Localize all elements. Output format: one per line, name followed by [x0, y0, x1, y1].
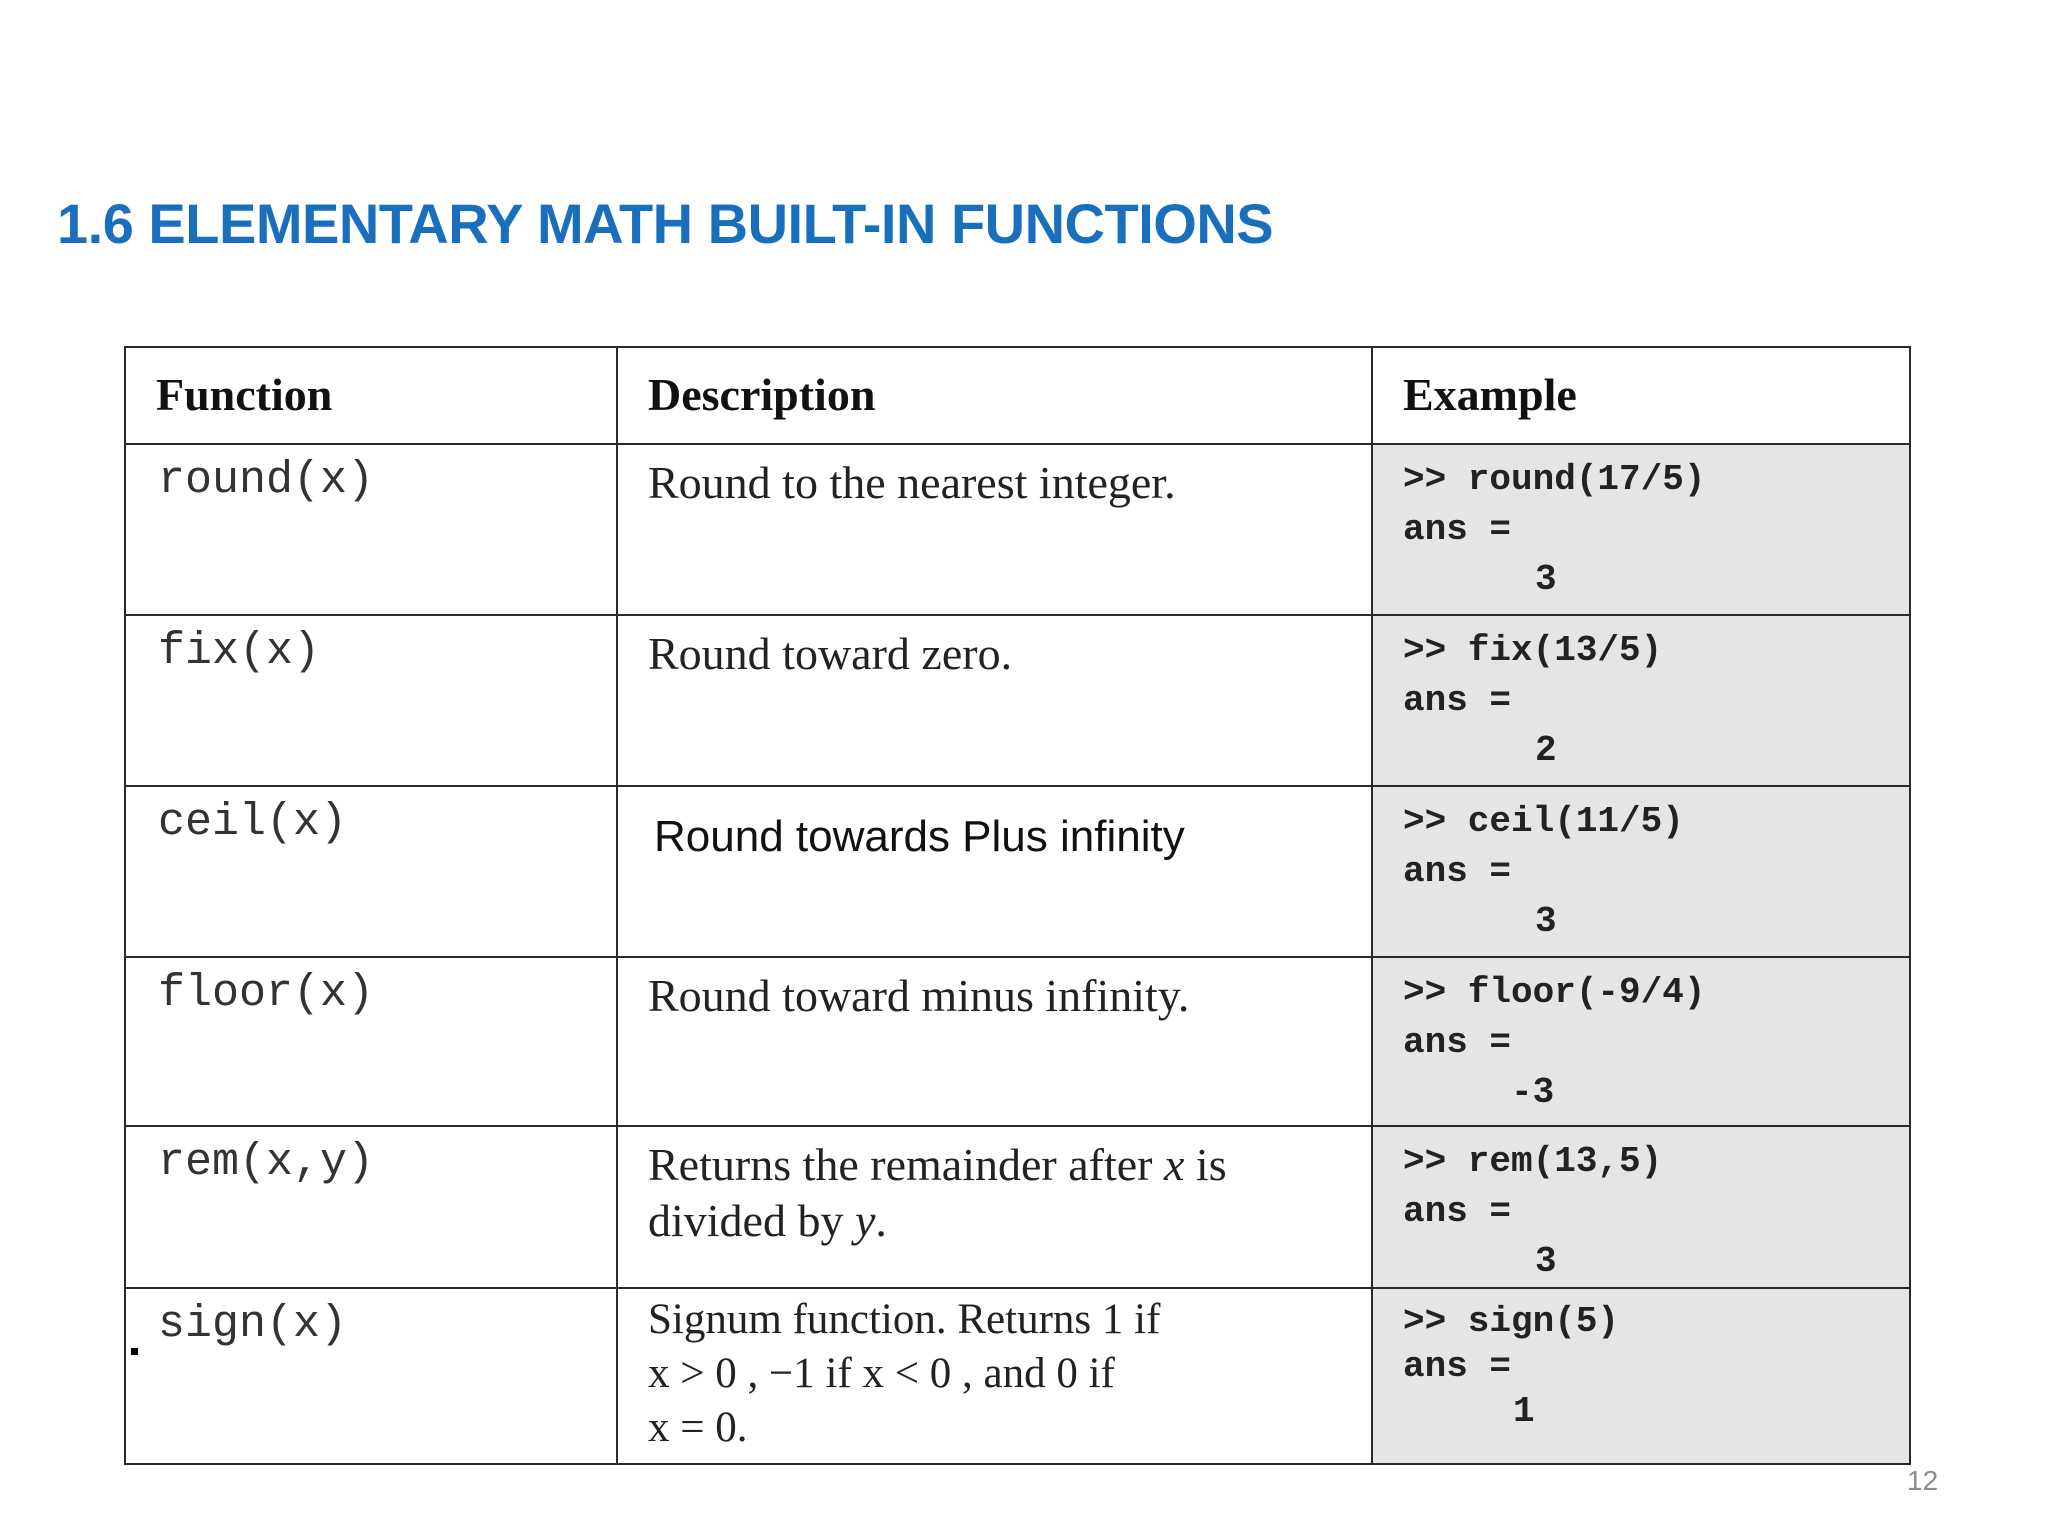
- example-ans: ans =: [1403, 680, 1512, 721]
- function-description: Round towards Plus infinity: [617, 786, 1372, 957]
- column-header-example: Example: [1372, 347, 1910, 444]
- column-header-description: Description: [617, 347, 1372, 444]
- column-header-function: Function: [125, 347, 617, 444]
- description-text: divided by: [648, 1195, 855, 1246]
- example-code: [1372, 1126, 1910, 1288]
- function-description: Round to the nearest integer.: [617, 444, 1372, 615]
- example-result: 3: [1535, 559, 1557, 600]
- description-text: Returns the remainder after: [648, 1139, 1164, 1190]
- example-command: >> fix(13/5): [1403, 630, 1663, 671]
- function-description: [617, 1126, 1372, 1288]
- function-name: ceil(x): [125, 786, 617, 957]
- example-ans: ans =: [1403, 1022, 1512, 1063]
- example-ans: ans =: [1403, 509, 1512, 550]
- example-ans: ans =: [1403, 1346, 1512, 1387]
- table-header-row: [125, 347, 1910, 444]
- example-code: [1372, 786, 1910, 957]
- function-name: fix(x): [125, 615, 617, 786]
- example-command: >> sign(5): [1403, 1301, 1620, 1342]
- description-text: is: [1184, 1139, 1227, 1190]
- function-description: Round toward zero.: [617, 615, 1372, 786]
- example-code: [1372, 957, 1910, 1126]
- example-code: [1372, 1288, 1910, 1464]
- example-result: 3: [1535, 1241, 1557, 1282]
- function-name: sign(x): [125, 1288, 617, 1464]
- bullet-mark: [131, 1348, 138, 1355]
- example-command: >> round(17/5): [1403, 459, 1706, 500]
- description-text: .: [875, 1195, 887, 1246]
- example-result: 3: [1535, 901, 1557, 942]
- example-ans: ans =: [1403, 851, 1512, 892]
- example-ans: ans =: [1403, 1191, 1512, 1232]
- function-name: floor(x): [125, 957, 617, 1126]
- example-command: >> floor(-9/4): [1403, 972, 1706, 1013]
- example-command: >> rem(13,5): [1403, 1141, 1663, 1182]
- example-code: [1372, 444, 1910, 615]
- variable-x: x: [1164, 1139, 1185, 1190]
- slide-title: 1.6 ELEMENTARY MATH BUILT-IN FUNCTIONS: [57, 192, 1274, 255]
- example-result: -3: [1511, 1072, 1555, 1113]
- functions-table: [124, 346, 1911, 1465]
- table-row-sign: [125, 1288, 1910, 1464]
- table-row-fix: [125, 615, 1910, 786]
- page-number: 12: [1907, 1465, 1939, 1496]
- example-result: 2: [1535, 730, 1557, 771]
- function-description: [617, 1288, 1372, 1464]
- example-command: >> ceil(11/5): [1403, 801, 1684, 842]
- variable-y: y: [854, 1195, 876, 1246]
- table-row-rem: [125, 1126, 1910, 1288]
- table-row-floor: [125, 957, 1910, 1126]
- table-row-round: [125, 444, 1910, 615]
- example-code: [1372, 615, 1910, 786]
- function-name: rem(x,y): [125, 1126, 617, 1288]
- function-name: round(x): [125, 444, 617, 615]
- example-result: 1: [1513, 1391, 1535, 1432]
- table-row-ceil: [125, 786, 1910, 957]
- description-line: Signum function. Returns 1 if: [648, 1296, 1161, 1343]
- description-line: x > 0 , −1 if x < 0 , and 0 if: [648, 1350, 1115, 1397]
- description-line: x = 0.: [648, 1404, 748, 1451]
- function-description: Round toward minus infinity.: [617, 957, 1372, 1126]
